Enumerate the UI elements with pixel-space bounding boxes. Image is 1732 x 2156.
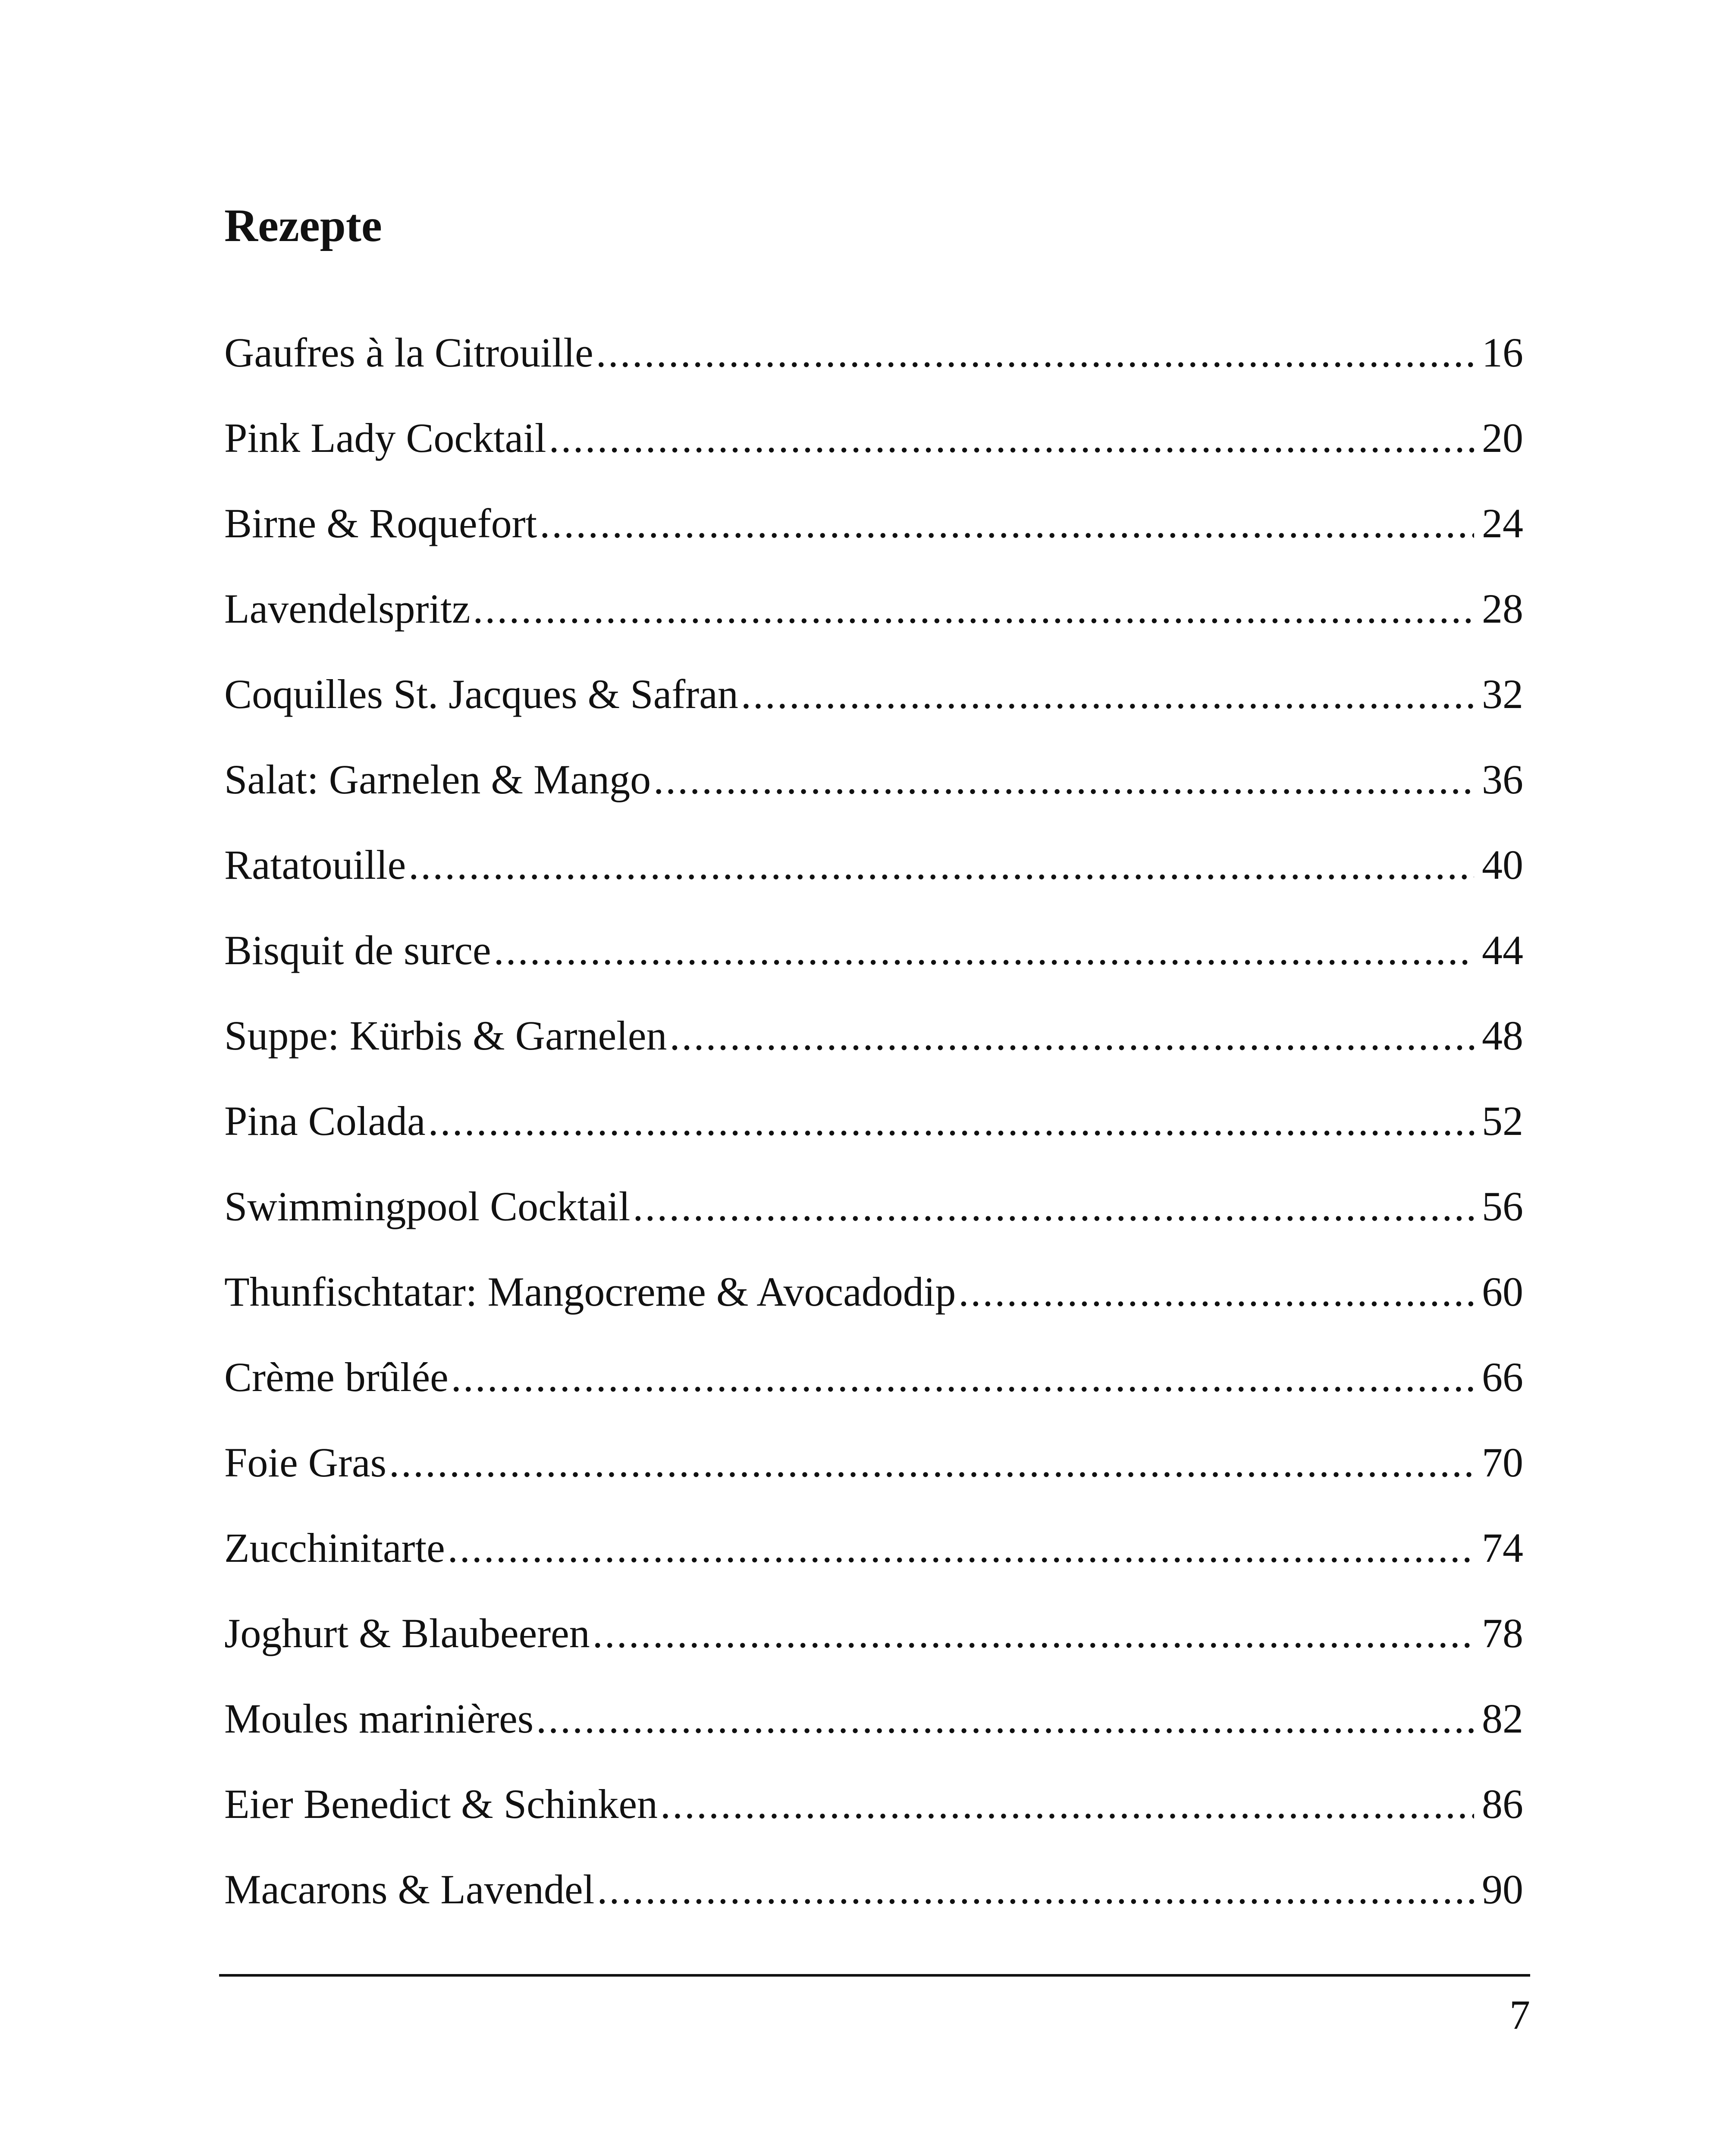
toc-leader-dots xyxy=(653,759,1474,800)
toc-entry-title: Swimmingpool Cocktail xyxy=(224,1183,631,1229)
toc-entry-title: Eier Benedict & Schinken xyxy=(224,1781,658,1827)
toc-leader-dots xyxy=(596,332,1474,373)
toc-entry-page: 70 xyxy=(1482,1439,1523,1485)
toc-entry[interactable] xyxy=(224,1610,1523,1698)
toc-entry[interactable] xyxy=(224,500,1523,588)
toc-entry[interactable] xyxy=(224,588,1523,674)
toc-entry-page: 86 xyxy=(1482,1781,1523,1827)
toc-leader-dots xyxy=(549,417,1474,459)
toc-entry-page: 74 xyxy=(1482,1525,1523,1571)
toc-entry-title: Pina Colada xyxy=(224,1098,426,1144)
toc-leader-dots xyxy=(448,1527,1474,1569)
toc-leader-dots xyxy=(741,674,1474,715)
toc-entry[interactable] xyxy=(224,329,1523,417)
toc-entry-title: Suppe: Kürbis & Garnelen xyxy=(224,1012,667,1059)
toc-entry-title: Birne & Roquefort xyxy=(224,500,537,546)
toc-entry[interactable] xyxy=(224,417,1523,503)
toc-entry-title: Foie Gras xyxy=(224,1439,386,1485)
toc-entry-page: 48 xyxy=(1482,1012,1523,1059)
toc-entry-page: 82 xyxy=(1482,1695,1523,1742)
toc-entry[interactable] xyxy=(224,1012,1523,1100)
toc-entry-page: 40 xyxy=(1482,842,1523,888)
toc-entry-title: Lavendelspritz xyxy=(224,586,471,632)
toc-leader-dots xyxy=(660,1783,1474,1825)
toc-leader-dots xyxy=(389,1442,1474,1483)
toc-entry[interactable] xyxy=(224,1695,1523,1783)
page-title: Rezepte xyxy=(224,200,382,251)
page-number: 7 xyxy=(1509,1992,1530,2038)
toc-entry-page: 78 xyxy=(1482,1610,1523,1656)
toc-leader-dots xyxy=(451,1357,1474,1398)
toc-entry[interactable] xyxy=(224,1527,1523,1613)
toc-entry-title: Bisquit de surce xyxy=(224,927,491,973)
toc-leader-dots xyxy=(597,1869,1474,1910)
toc-entry[interactable] xyxy=(224,844,1523,930)
toc-leader-dots xyxy=(633,1186,1474,1227)
toc-entry-page: 36 xyxy=(1482,756,1523,802)
toc-entry[interactable] xyxy=(224,1354,1523,1442)
toc-entry-page: 32 xyxy=(1482,671,1523,717)
toc-entry-title: Macarons & Lavendel xyxy=(224,1866,595,1912)
toc-entry-page: 56 xyxy=(1482,1183,1523,1229)
toc-entry-page: 44 xyxy=(1482,927,1523,973)
toc-entry[interactable] xyxy=(224,1439,1523,1527)
footer-divider xyxy=(219,1974,1530,1977)
toc-entry[interactable] xyxy=(224,671,1523,759)
toc-entry-title: Zucchinitarte xyxy=(224,1525,445,1571)
toc-leader-dots xyxy=(536,1698,1474,1739)
toc-entry[interactable] xyxy=(224,927,1523,1015)
toc-leader-dots xyxy=(428,1100,1474,1142)
toc-entry[interactable] xyxy=(224,1866,1523,1954)
toc-entry[interactable] xyxy=(224,1183,1523,1271)
toc-leader-dots xyxy=(593,1613,1474,1654)
toc-entry-title: Moules marinières xyxy=(224,1695,534,1742)
toc-entry-page: 60 xyxy=(1482,1269,1523,1315)
toc-entry-page: 66 xyxy=(1482,1354,1523,1400)
toc-entry-page: 52 xyxy=(1482,1098,1523,1144)
toc-entry-title: Joghurt & Blaubeeren xyxy=(224,1610,590,1656)
toc-leader-dots xyxy=(958,1271,1474,1313)
toc-leader-dots xyxy=(494,930,1474,971)
table-of-contents xyxy=(224,329,1523,1954)
toc-entry[interactable] xyxy=(224,756,1523,844)
toc-entry-title: Gaufres à la Citrouille xyxy=(224,329,593,376)
toc-leader-dots xyxy=(473,588,1474,630)
toc-entry[interactable] xyxy=(224,1783,1523,1869)
toc-entry[interactable] xyxy=(224,1100,1523,1186)
toc-entry-title: Salat: Garnelen & Mango xyxy=(224,756,651,802)
toc-entry-title: Coquilles St. Jacques & Safran xyxy=(224,671,738,717)
toc-entry-title: Thunfischtatar: Mangocreme & Avocadodip xyxy=(224,1269,956,1315)
toc-leader-dots xyxy=(669,1015,1474,1056)
toc-entry-page: 20 xyxy=(1482,415,1523,461)
toc-leader-dots xyxy=(408,844,1474,886)
toc-entry[interactable] xyxy=(224,1271,1523,1357)
toc-entry-title: Pink Lady Cocktail xyxy=(224,415,546,461)
toc-entry-page: 90 xyxy=(1482,1866,1523,1912)
toc-leader-dots xyxy=(540,503,1474,544)
toc-entry-title: Ratatouille xyxy=(224,842,406,888)
toc-entry-page: 16 xyxy=(1482,329,1523,376)
toc-entry-page: 28 xyxy=(1482,586,1523,632)
toc-entry-title: Crème brûlée xyxy=(224,1354,449,1400)
toc-entry-page: 24 xyxy=(1482,500,1523,546)
